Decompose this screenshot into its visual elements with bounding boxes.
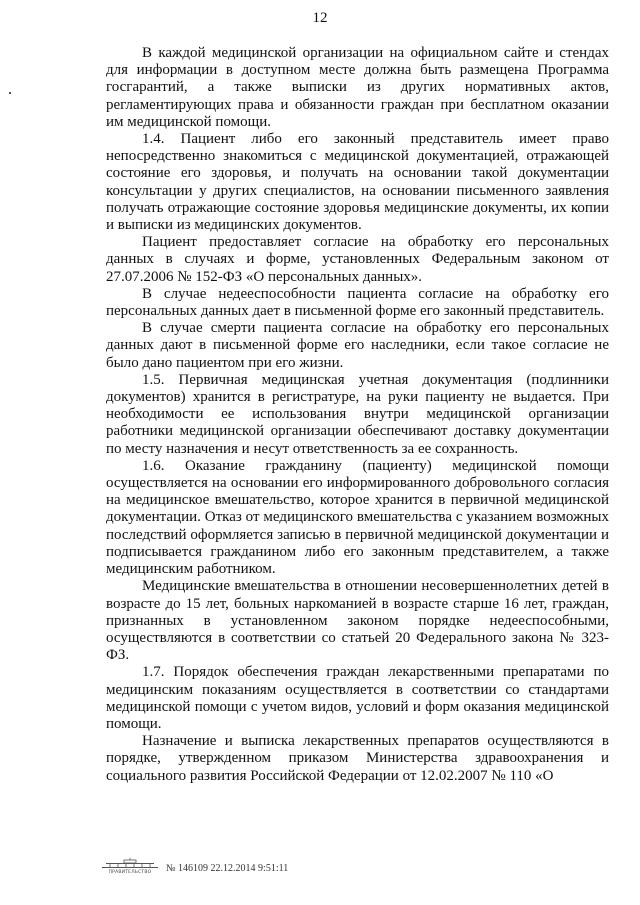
stamp-caption: ПРАВИТЕЛЬСТВО: [108, 870, 152, 875]
paragraph-9: 1.7. Порядок обеспечения граждан лекарственными препаратами по медицинским показаниям осуществляется в соответствии со стандартами медицинской помощи с учетом видов, условий и форм оказания медицинской помощи.: [106, 664, 609, 732]
paragraph-3: Пациент предоставляет согласие на обработку его персональных данных в случаях и форме, установленных Федеральным законом от 27.07.2006 № 152-ФЗ «О персональных данных».: [106, 234, 609, 285]
scan-speck: [9, 92, 11, 94]
paragraph-8: Медицинские вмешательства в отношении несовершеннолетних детей в возрасте до 15 лет, больных наркоманией в возрасте старше 16 лет, граждан, признанных в установленном законом порядке недееспособными, осуществляются в соответствии со статьей 20 Федерального закона № 323-ФЗ.: [106, 578, 609, 664]
paragraph-1: В каждой медицинской организации на официальном сайте и стендах для информации в доступном месте должна быть размещена Программа госгарантий, а также выписки из других нормативных актов, регламентирующих права и обязанности граждан при бесплатном оказании им медицинской помощи.: [106, 45, 609, 130]
paragraph-7: 1.6. Оказание гражданину (пациенту) медицинской помощи осуществляется на основании его информированного добровольного согласия на медицинское вмешательство, которое хранится в первичной медицинской документации. Отказ от медицинского вмешательства с указанием возможных последствий оформляется записью в первичной медицинской документации и подписывается гражданином либо его законным представителем, а также медицинским работником.: [106, 457, 609, 578]
paragraph-6: 1.5. Первичная медицинская учетная документация (подлинники документов) хранится в регистратуре, на руки пациенту не выдается. При необходимости ее использования внутри медицинской организации работники медицинской организации обеспечивают доставку документации по месту назначения и несут ответственность за ее сохранность.: [106, 371, 609, 457]
paragraph-10: Назначение и выписка лекарственных препаратов осуществляются в порядке, утвержденном приказом Министерства здравоохранения и социального развития Российской Федерации от 12.02.2007 № 110 «О: [106, 733, 609, 784]
document-footer: [100, 858, 288, 878]
document-body: [106, 45, 609, 785]
paragraph-5: В случае смерти пациента согласие на обработку его персональных данных дают в письменной форме его наследники, если такое согласие не было дано пациентом при его жизни.: [106, 320, 609, 371]
paragraph-4: В случае недееспособности пациента согласие на обработку его персональных данных дает в письменной форме его законный представитель.: [106, 285, 609, 320]
paragraph-2: 1.4. Пациент либо его законный представитель имеет право непосредственно знакомиться с медицинской документацией, отражающей состояние его здоровья, и получать на основании такой документации консультации у других специалистов, на основании письменного заявления получать отражающие состояние здоровья медицинские документы, их копии и выписки из медицинских документов.: [106, 131, 609, 234]
government-building-icon: [100, 858, 160, 878]
page-number: 12: [312, 10, 328, 26]
document-id: № 146109 22.12.2014 9:51:11: [166, 862, 289, 874]
